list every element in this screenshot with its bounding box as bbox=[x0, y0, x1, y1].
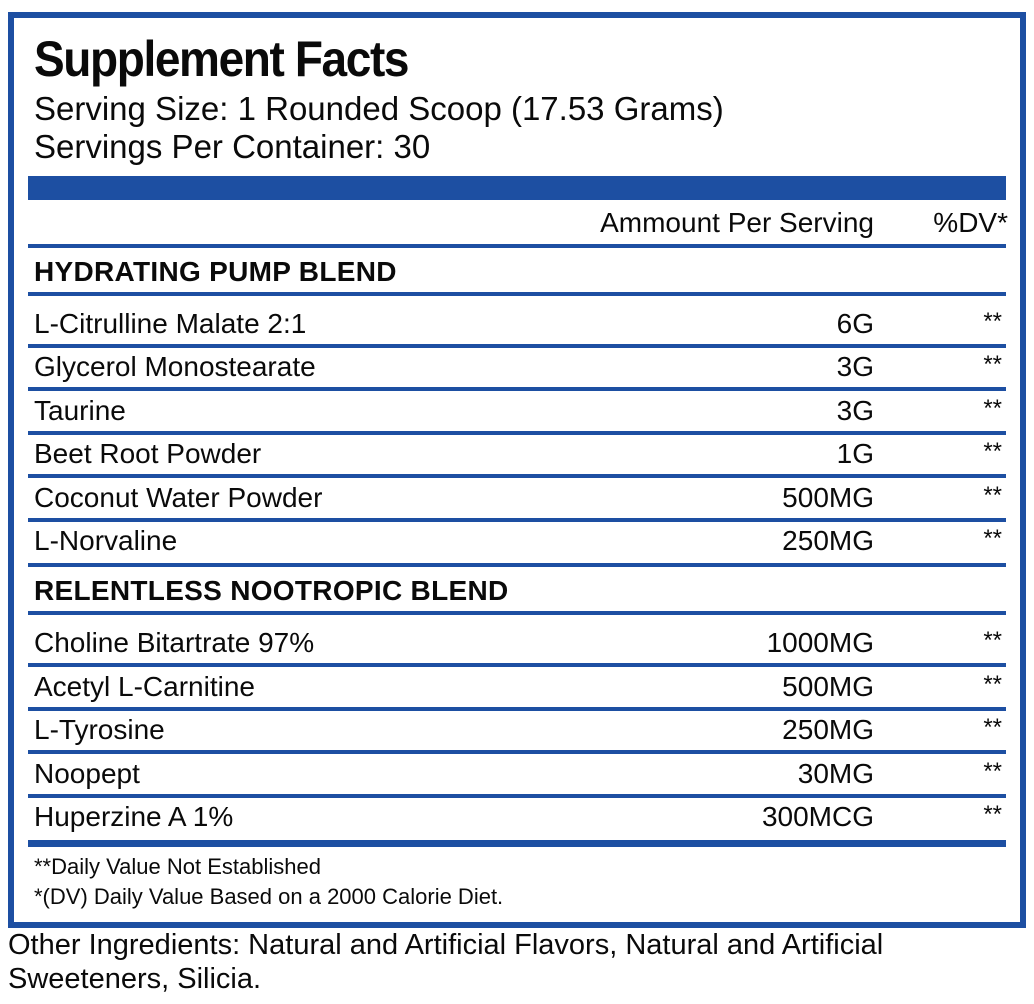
ingredient-amount: 3G bbox=[836, 351, 874, 382]
ingredient-name: L-Tyrosine bbox=[34, 714, 165, 745]
ingredient-name: Acetyl L-Carnitine bbox=[34, 671, 255, 702]
dv-header: %DV* bbox=[933, 207, 1008, 238]
divider bbox=[28, 611, 1006, 615]
table-row bbox=[14, 304, 1020, 344]
ingredient-dv: ** bbox=[983, 671, 1002, 698]
divider bbox=[28, 244, 1006, 248]
table-row bbox=[14, 391, 1020, 431]
ingredient-dv: ** bbox=[983, 714, 1002, 741]
ingredient-name: Noopept bbox=[34, 758, 140, 789]
ingredient-dv: ** bbox=[983, 308, 1002, 335]
table-row bbox=[14, 754, 1020, 794]
divider bbox=[28, 563, 1006, 567]
ingredient-name: L-Citrulline Malate 2:1 bbox=[34, 308, 307, 339]
ingredient-name: Huperzine A 1% bbox=[34, 801, 234, 832]
supplement-facts-panel bbox=[8, 12, 1026, 928]
ingredient-amount: 250MG bbox=[782, 525, 874, 556]
ingredient-dv: ** bbox=[983, 395, 1002, 422]
amount-header: Ammount Per Serving bbox=[600, 207, 874, 238]
ingredient-dv: ** bbox=[983, 758, 1002, 785]
label-title: Supplement Facts bbox=[34, 31, 409, 87]
ingredient-name: Coconut Water Powder bbox=[34, 482, 323, 513]
ingredient-name: Beet Root Powder bbox=[34, 438, 262, 469]
divider bbox=[28, 840, 1006, 847]
ingredient-amount: 1000MG bbox=[766, 627, 874, 658]
table-row bbox=[14, 667, 1020, 707]
table-row bbox=[14, 521, 1020, 561]
blend-title: HYDRATING PUMP BLEND bbox=[34, 256, 397, 287]
ingredient-amount: 3G bbox=[836, 395, 874, 426]
table-row bbox=[14, 623, 1020, 663]
ingredient-name: Choline Bitartrate 97% bbox=[34, 627, 315, 658]
ingredient-dv: ** bbox=[983, 627, 1002, 654]
thick-divider bbox=[28, 176, 1006, 200]
table-row bbox=[14, 434, 1020, 474]
serving-size: Serving Size: 1 Rounded Scoop (17.53 Grams) bbox=[34, 90, 724, 127]
ingredient-name: Glycerol Monostearate bbox=[34, 351, 316, 382]
ingredient-dv: ** bbox=[983, 482, 1002, 509]
ingredient-amount: 1G bbox=[836, 438, 874, 469]
other-ingredients: Other Ingredients: Natural and Artificial Flavors, Natural and Artificial Sweeteners, Silicia. bbox=[8, 929, 884, 995]
ingredient-dv: ** bbox=[983, 351, 1002, 378]
table-row bbox=[14, 478, 1020, 518]
ingredient-amount: 250MG bbox=[782, 714, 874, 745]
ingredient-name: Taurine bbox=[34, 395, 126, 426]
table-row bbox=[14, 797, 1020, 837]
ingredient-dv: ** bbox=[983, 438, 1002, 465]
table-row bbox=[14, 710, 1020, 750]
footnote-daily-value: *(DV) Daily Value Based on a 2000 Calorie Diet. bbox=[34, 884, 504, 909]
divider bbox=[28, 292, 1006, 296]
ingredient-amount: 500MG bbox=[782, 482, 874, 513]
blend-title: RELENTLESS NOOTROPIC BLEND bbox=[34, 575, 509, 606]
ingredient-amount: 500MG bbox=[782, 671, 874, 702]
servings-per-container: Servings Per Container: 30 bbox=[34, 128, 431, 165]
table-row bbox=[14, 347, 1020, 387]
ingredient-dv: ** bbox=[983, 525, 1002, 552]
ingredient-amount: 6G bbox=[836, 308, 874, 339]
ingredient-dv: ** bbox=[983, 801, 1002, 828]
ingredient-name: L-Norvaline bbox=[34, 525, 178, 556]
ingredient-amount: 30MG bbox=[797, 758, 874, 789]
ingredient-amount: 300MCG bbox=[761, 801, 874, 832]
footnote-dv-not-established: **Daily Value Not Established bbox=[34, 854, 321, 879]
